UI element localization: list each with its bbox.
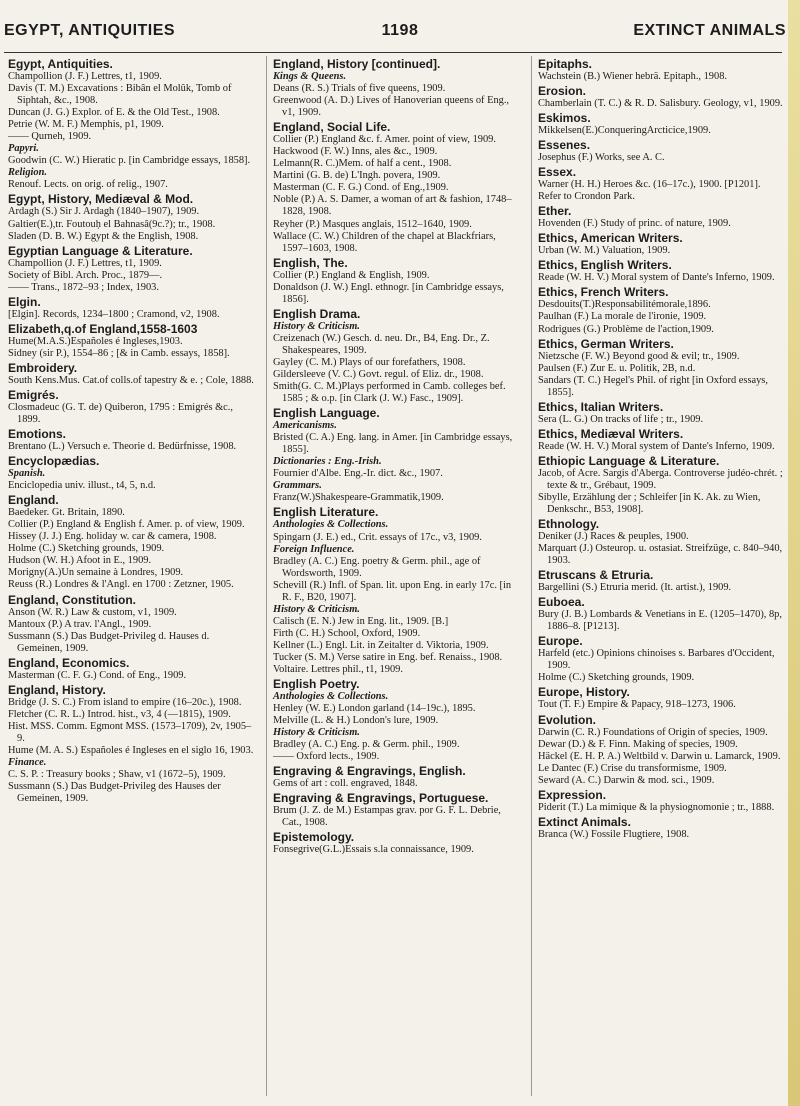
- index-entry: Mikkelsen(E.)ConqueringArcticice,1909.: [538, 125, 711, 137]
- index-entry: Martini (G. B. de) L'Ingh. povera, 1909.: [273, 170, 441, 182]
- index-entry: C. S. P. : Treasury books ; Shaw, v1 (1672–5), 1909.: [8, 769, 226, 781]
- subject-heading: Euboea.: [538, 595, 585, 610]
- index-entry: Sera (L. G.) On tracks of life ; tr., 1909.: [538, 413, 704, 425]
- column-right: [531, 56, 786, 1096]
- index-entry: —— Trans., 1872–93 ; Index, 1903.: [8, 281, 159, 293]
- index-entry: Goodwin (C. W.) Hieratic p. [in Cambridge essays, 1858].: [8, 155, 251, 167]
- index-entry: Seward (A. C.) Darwin & mod. sci., 1909.: [538, 774, 715, 786]
- index-entry: Bradley (A. C.) Eng. p. & Germ. phil., 1909.: [273, 739, 460, 751]
- subject-heading: Egypt, Antiquities.: [8, 57, 113, 71]
- index-entry: Refer to Crondon Park.: [538, 191, 635, 203]
- subheading: Foreign Influence.: [273, 543, 355, 555]
- subject-heading: Encyclopædias.: [8, 454, 100, 469]
- subject-heading: Engraving & Engravings, Portuguese.: [273, 791, 489, 806]
- index-entry: Desdouits(T.)Responsabilitémorale,1896.: [538, 299, 711, 311]
- subheading: History & Criticism.: [273, 603, 360, 615]
- subject-heading: Evolution.: [538, 712, 596, 727]
- index-entry: Hume (M. A. S.) Españoles é Ingleses en el siglo 16, 1903.: [8, 744, 254, 756]
- index-entry: —— Oxford lects., 1909.: [273, 751, 380, 763]
- index-entry: Spingarn (J. E.) ed., Crit. essays of 17c., v3, 1909.: [273, 531, 482, 543]
- index-entry: Renouf. Lects. on orig. of relig., 1907.: [8, 179, 168, 191]
- subject-heading: Ethics, French Writers.: [538, 285, 669, 300]
- subject-heading: Ethics, English Writers.: [538, 258, 672, 273]
- subject-heading: Ethics, Mediæval Writers.: [538, 426, 684, 441]
- subject-heading: Etruscans & Etruria.: [538, 568, 654, 583]
- subject-heading: Ethics, Italian Writers.: [538, 399, 664, 414]
- subject-heading: England.: [8, 493, 59, 508]
- index-entry: Gayley (C. M.) Plays of our forefathers, 1908.: [273, 356, 466, 368]
- subject-heading: Eskimos.: [538, 111, 591, 126]
- index-entry: Reade (W. H. V.) Moral system of Dante's Inferno, 1909.: [538, 272, 775, 284]
- subject-heading: Egypt, History, Mediæval & Mod.: [8, 192, 194, 207]
- index-entry: Sladen (D. B. W.) Egypt & the English, 1908.: [8, 230, 199, 242]
- subject-heading: Epitaphs.: [538, 57, 593, 71]
- subheading: Grammars.: [273, 480, 322, 492]
- index-entry: Bristed (C. A.) Eng. lang. in Amer. [in Cambridge essays, 1855].: [273, 432, 513, 456]
- column-middle: [266, 56, 521, 1096]
- subject-heading: Europe, History.: [538, 685, 630, 700]
- page-edge: [788, 0, 800, 1106]
- index-entry: Anson (W. R.) Law & custom, v1, 1909.: [8, 606, 177, 618]
- index-entry: Calisch (E. N.) Jew in Eng. lit., 1909. [B.]: [273, 615, 449, 627]
- index-entry: Hissey (J. J.) Eng. holiday w. car & camera, 1908.: [8, 531, 217, 543]
- subject-heading: Ethics, German Writers.: [538, 336, 674, 351]
- subject-heading: English Poetry.: [273, 677, 360, 692]
- index-entry: Brentano (L.) Versuch e. Theorie d. Bedürfnisse, 1908.: [8, 441, 237, 453]
- index-entry: Wachstein (B.) Wiener hebrä. Epitaph., 1908.: [538, 71, 727, 82]
- subheading: Kings & Queens.: [273, 71, 347, 82]
- index-entry: Smith(G. C. M.)Plays performed in Camb. colleges bef. 1585 ; & o.p. [in Clark (J. W.) Fasc., 1909].: [273, 381, 506, 405]
- index-entry: Collier (P.) England &c. f. Amer. point of view, 1909.: [273, 134, 496, 146]
- subject-heading: English Drama.: [273, 306, 361, 321]
- index-entry: Fletcher (C. R. L.) Introd. hist., v3, 4 (—1815), 1909.: [8, 708, 231, 720]
- index-entry: Collier (P.) England & English f. Amer. p. of view, 1909.: [8, 519, 245, 531]
- index-entry: Bury (J. B.) Lombards & Venetians in E. (1205–1470), 8p, 1886–8. [P1213].: [538, 609, 782, 633]
- index-entry: Gildersleeve (V. C.) Govt. regul. of Eliz. dr., 1908.: [273, 368, 484, 380]
- index-entry: Harfeld (etc.) Opinions chinoises s. Barbares d'Occident, 1909.: [538, 648, 775, 672]
- subject-heading: Europe.: [538, 634, 583, 649]
- subject-heading: Epistemology.: [273, 830, 355, 845]
- index-entry: Paulhan (F.) La morale de l'ironie, 1909.: [538, 311, 707, 323]
- subject-heading: Erosion.: [538, 84, 587, 99]
- subject-heading: Elgin.: [8, 294, 41, 309]
- subject-heading: English Language.: [273, 406, 380, 421]
- index-entry: Franz(W.)Shakespeare-Grammatik,1909.: [273, 492, 444, 504]
- subheading: History & Criticism.: [273, 320, 360, 332]
- subject-heading: Emotions.: [8, 427, 67, 442]
- index-entry: Schevill (R.) Infl. of Span. lit. upon Eng. in early 17c. [in R. F., B20, 1907].: [273, 579, 512, 603]
- index-entry: Enciclopedia univ. illust., t4, 5, n.d.: [8, 480, 156, 492]
- index-entry: Hist. MSS. Comm. Egmont MSS. (1573–1709), 2v, 1905–9.: [8, 720, 252, 744]
- index-entry: Tout (T. F.) Empire & Papacy, 918–1273, 1906.: [538, 699, 736, 711]
- subject-heading: English Literature.: [273, 505, 379, 520]
- page-header: [0, 22, 800, 48]
- subheading: Religion.: [8, 167, 47, 179]
- index-entry: Creizenach (W.) Gesch. d. neu. Dr., B4, Eng. Dr., Z. Shakespeares, 1909.: [273, 332, 490, 356]
- page-number: 1198: [381, 22, 419, 39]
- subject-heading: England, History.: [8, 682, 106, 697]
- subject-heading: England, Economics.: [8, 655, 130, 670]
- index-entry: Rodrigues (G.) Problème de l'action,1909.: [538, 323, 714, 335]
- index-entry: Davis (T. M.) Excavations : Bibân el Molûk, Tomb of Siphtah, &c., 1908.: [8, 83, 232, 107]
- index-entry: Petrie (W. M. F.) Memphis, p1, 1909.: [8, 119, 164, 131]
- subject-heading: Expression.: [538, 787, 607, 802]
- index-entry: Bridge (J. S. C.) From island to empire (16–20c.), 1908.: [8, 696, 242, 708]
- index-entry: Holme (C.) Sketching grounds, 1909.: [8, 543, 165, 555]
- index-entry: Henley (W. E.) London garland (14–19c.), 1895.: [273, 703, 476, 715]
- index-entry: Greenwood (A. D.) Lives of Hanoverian queens of Eng., v1, 1909.: [273, 95, 510, 119]
- index-entry: Mantoux (P.) A trav. l'Angl., 1909.: [8, 618, 152, 630]
- index-entry: Marquart (J.) Osteurop. u. ostasiat. Streifzüge, c. 840–940, 1903.: [538, 543, 783, 567]
- subject-heading: Ether.: [538, 204, 572, 219]
- index-entry: Baedeker. Gt. Britain, 1890.: [8, 507, 125, 519]
- index-entry: Reade (W. H. V.) Moral system of Dante's Inferno, 1909.: [538, 440, 775, 452]
- index-entry: Dewar (D.) & F. Finn. Making of species, 1909.: [538, 738, 738, 750]
- subject-heading: England, History [continued].: [273, 57, 441, 71]
- index-entry: Wallace (C. W.) Children of the chapel at Blackfriars, 1597–1603, 1908.: [273, 230, 496, 254]
- index-entry: Deans (R. S.) Trials of five queens, 1909.: [273, 83, 446, 95]
- column-left: [8, 56, 256, 1096]
- index-entry: Hume(M.A.S.)Españoles é Ingleses,1903.: [8, 335, 183, 347]
- index-entry: Melville (L. & H.) London's lure, 1909.: [273, 715, 439, 727]
- subject-heading: Ethiopic Language & Literature.: [538, 453, 720, 468]
- index-entry: Duncan (J. G.) Explor. of E. & the Old Test., 1908.: [8, 107, 220, 119]
- index-entry: Hackwood (F. W.) Inns, ales &c., 1909.: [273, 146, 438, 158]
- index-entry: Brum (J. Z. de M.) Estampas grav. por G. F. L. Debrie, Cat., 1908.: [273, 805, 501, 829]
- index-columns: [8, 56, 786, 1096]
- subheading: Papyri.: [8, 143, 39, 155]
- subheading: History & Criticism.: [273, 727, 360, 739]
- subject-heading: Essex.: [538, 165, 577, 180]
- index-entry: Lelmann(R. C.)Mem. of half a cent., 1908.: [273, 158, 452, 170]
- index-entry: Branca (W.) Fossile Flugtiere, 1908.: [538, 828, 690, 840]
- index-entry: Holme (C.) Sketching grounds, 1909.: [538, 672, 695, 684]
- index-entry: Sibylle, Erzählung der ; Schleifer [in K. Ak. zu Wien, Denkschr., B53, 1908].: [538, 491, 761, 515]
- index-entry: Sussmann (S.) Das Budget-Privileg d. Hauses d. Gemeinen, 1909.: [8, 630, 210, 654]
- subject-heading: Embroidery.: [8, 360, 78, 375]
- index-entry: Nietzsche (F. W.) Beyond good & evil; tr., 1909.: [538, 350, 740, 362]
- index-entry: Darwin (C. R.) Foundations of Origin of species, 1909.: [538, 726, 768, 738]
- subject-heading: Extinct Animals.: [538, 814, 631, 829]
- index-entry: Firth (C. H.) School, Oxford, 1909.: [273, 627, 421, 639]
- index-entry: Le Dantec (F.) Crise du transformisme, 1909.: [538, 762, 727, 774]
- subheading: Anthologies & Collections.: [273, 691, 389, 703]
- subject-heading: Engraving & Engravings, English.: [273, 764, 466, 779]
- subject-heading: Essenes.: [538, 138, 591, 153]
- subject-heading: Emigrés.: [8, 387, 59, 402]
- subheading: Americanisms.: [273, 420, 337, 432]
- index-entry: South Kens.Mus. Cat.of colls.of tapestry & e. ; Cole, 1888.: [8, 374, 254, 386]
- index-entry: Josephus (F.) Works, see A. C.: [538, 152, 665, 164]
- index-entry: Urban (W. M.) Valuation, 1909.: [538, 245, 671, 257]
- index-entry: Masterman (C. F. G.) Cond. of Eng., 1909.: [8, 669, 187, 681]
- index-entry: Paulsen (F.) Zur E. u. Politik, 2B, n.d.: [538, 362, 696, 374]
- index-entry: Reyher (P.) Masques anglais, 1512–1640, 1909.: [273, 218, 472, 230]
- index-entry: Warner (H. H.) Heroes &c. (16–17c.), 1900. [P1201].: [538, 179, 761, 191]
- index-entry: Voltaire. Lettres phil., t1, 1909.: [273, 664, 403, 676]
- index-entry: Galtier(E.),tr. Foutouḥ el Bahnasâ(9c.?); tr., 1908.: [8, 218, 216, 230]
- index-entry: Sandars (T. C.) Hegel's Phil. of right [in Oxford essays, 1855].: [538, 374, 768, 398]
- index-entry: Chamberlain (T. C.) & R. D. Salisbury. Geology, v1, 1909.: [538, 98, 783, 110]
- running-head-right: EXTINCT ANIMALS: [633, 22, 786, 39]
- index-entry: Sussmann (S.) Das Budget-Privileg des Hauses der Gemeinen, 1909.: [8, 781, 221, 805]
- index-entry: Deniker (J.) Races & peuples, 1900.: [538, 531, 689, 543]
- index-entry: Reuss (R.) Londres & l'Angl. en 1700 : Zetzner, 1905.: [8, 579, 234, 591]
- index-entry: Champollion (J. F.) Lettres, t1, 1909.: [8, 257, 162, 269]
- index-entry: Piderit (T.) La mimique & la physiognomonie ; tr., 1888.: [538, 801, 775, 813]
- index-entry: Sidney (sir P.), 1554–86 ; [& in Camb. essays, 1858].: [8, 347, 230, 359]
- index-entry: Masterman (C. F. G.) Cond. of Eng.,1909.: [273, 182, 449, 194]
- index-entry: Fonsegrive(G.L.)Essais s.la connaissance, 1909.: [273, 844, 474, 856]
- index-entry: Häckel (E. H. P. A.) Weltbild v. Darwin u. Lamarck, 1909.: [538, 750, 781, 762]
- index-entry: Donaldson (J. W.) Engl. ethnogr. [in Cambridge essays, 1856].: [273, 281, 504, 305]
- index-entry: Bradley (A. C.) Eng. poetry & Germ. phil., age of Wordsworth, 1909.: [273, 555, 481, 579]
- index-entry: Noble (P.) A. S. Damer, a woman of art & fashion, 1748–1828, 1908.: [273, 194, 512, 218]
- index-entry: [Elgin]. Records, 1234–1800 ; Cramond, v2, 1908.: [8, 308, 220, 320]
- index-entry: Morigny(A.)Un semaine à Londres, 1909.: [8, 567, 184, 579]
- subject-heading: Ethics, American Writers.: [538, 231, 683, 246]
- index-entry: Champollion (J. F.) Lettres, t1, 1909.: [8, 71, 162, 82]
- subject-heading: England, Social Life.: [273, 120, 391, 135]
- index-entry: —— Qurneh, 1909.: [8, 131, 92, 143]
- running-head-left: EGYPT, ANTIQUITIES: [4, 22, 176, 39]
- index-entry: Hovenden (F.) Study of princ. of nature, 1909.: [538, 218, 731, 230]
- subheading: Anthologies & Collections.: [273, 519, 389, 531]
- index-entry: Collier (P.) England & English, 1909.: [273, 269, 430, 281]
- index-entry: Society of Bibl. Arch. Proc., 1879—.: [8, 269, 163, 281]
- subject-heading: Elizabeth,q.of England,1558-1603: [8, 321, 198, 336]
- index-entry: Jacob, of Acre. Sargis d'Aberga. Controverse judéo-chrét. ; texte & tr., Grébaut, 1909.: [538, 467, 783, 491]
- index-entry: Hudson (W. H.) Afoot in E., 1909.: [8, 555, 152, 567]
- index-entry: Tucker (S. M.) Verse satire in Eng. bef. Renaiss., 1908.: [273, 651, 503, 663]
- header-rule: [4, 52, 782, 53]
- subheading: Finance.: [8, 756, 47, 768]
- subject-heading: Ethnology.: [538, 517, 600, 532]
- subject-heading: England, Constitution.: [8, 592, 136, 607]
- subheading: Dictionaries : Eng.-Irish.: [273, 456, 382, 468]
- index-entry: Gems of art : coll. engraved, 1848.: [273, 778, 418, 790]
- subheading: Spanish.: [8, 468, 46, 480]
- index-entry: Bargellini (S.) Etruria merid. (It. artist.), 1909.: [538, 582, 732, 594]
- subject-heading: Egyptian Language & Literature.: [8, 243, 193, 258]
- subject-heading: English, The.: [273, 255, 348, 270]
- index-entry: Fournier d'Albe. Eng.-Ir. dict. &c., 1907.: [273, 468, 443, 480]
- index-entry: Ardagh (S.) Sir J. Ardagh (1840–1907), 1909.: [8, 206, 200, 218]
- index-entry: Kellner (L.) Engl. Lit. in Zeitalter d. Viktoria, 1909.: [273, 639, 489, 651]
- index-entry: Closmadeuc (G. T. de) Quiberon, 1795 : Emigrés &c., 1899.: [8, 401, 233, 425]
